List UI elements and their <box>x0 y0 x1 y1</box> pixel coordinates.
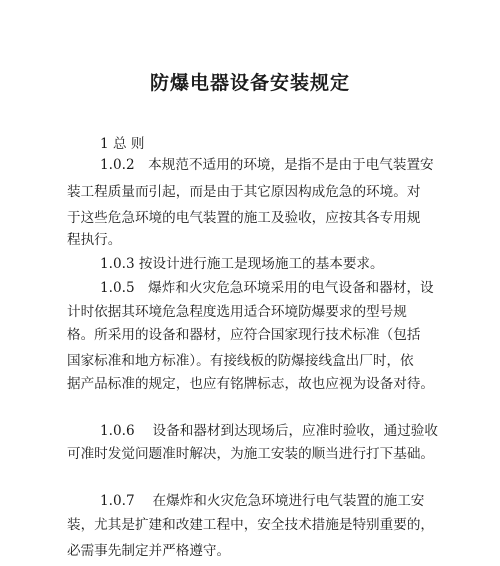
paragraph-line: 程执行。 <box>67 232 122 248</box>
paragraph-line: 1.0.2 本规范不适用的环境，是指不是由于电气装置安 <box>100 157 434 173</box>
paragraph-line: 装，尤其是扩建和改建工程中，安全技术措施是特别重要的， <box>67 517 435 533</box>
paragraph-line: 计时依据其环境危急程度选用适合环境防爆要求的型号规 <box>67 304 407 320</box>
paragraph-line: 据产品标准的规定，也应有铭牌标志，故也应视为设备对待。 <box>67 376 435 392</box>
paragraph-line: 1.0.3 按设计进行施工是现场施工的基本要求。 <box>100 256 384 272</box>
paragraph-line: 必需事先制定并严格遵守。 <box>67 543 231 559</box>
paragraph-line: 1.0.7 在爆炸和火灾危急环境进行电气装置的施工安 <box>100 493 425 509</box>
paragraph-line: 于这些危急环境的电气装置的施工及验收，应按其各专用规 <box>67 210 421 226</box>
paragraph-line: 1.0.6 设备和器材到达现场后，应准时验收，通过验收 <box>100 423 438 439</box>
section-heading: 1 总 则 <box>100 136 145 152</box>
paragraph-line: 可准时发觉问题准时解决，为施工安装的顺当进行打下基础。 <box>67 446 435 462</box>
page-title: 防爆电器设备安装规定 <box>149 72 350 94</box>
paragraph-line: 1.0.5 爆炸和火灾危急环境采用的电气设备和器材，设 <box>100 280 434 296</box>
paragraph-line: 格。所采用的设备和器材，应符合国家现行技术标准（包括 <box>67 327 421 343</box>
paragraph-line: 国家标准和地方标准）。有接线板的防爆接线盒出厂时，依 <box>67 353 414 369</box>
paragraph-line: 装工程质量而引起，而是由于其它原因构成危急的环境。对 <box>67 184 421 200</box>
